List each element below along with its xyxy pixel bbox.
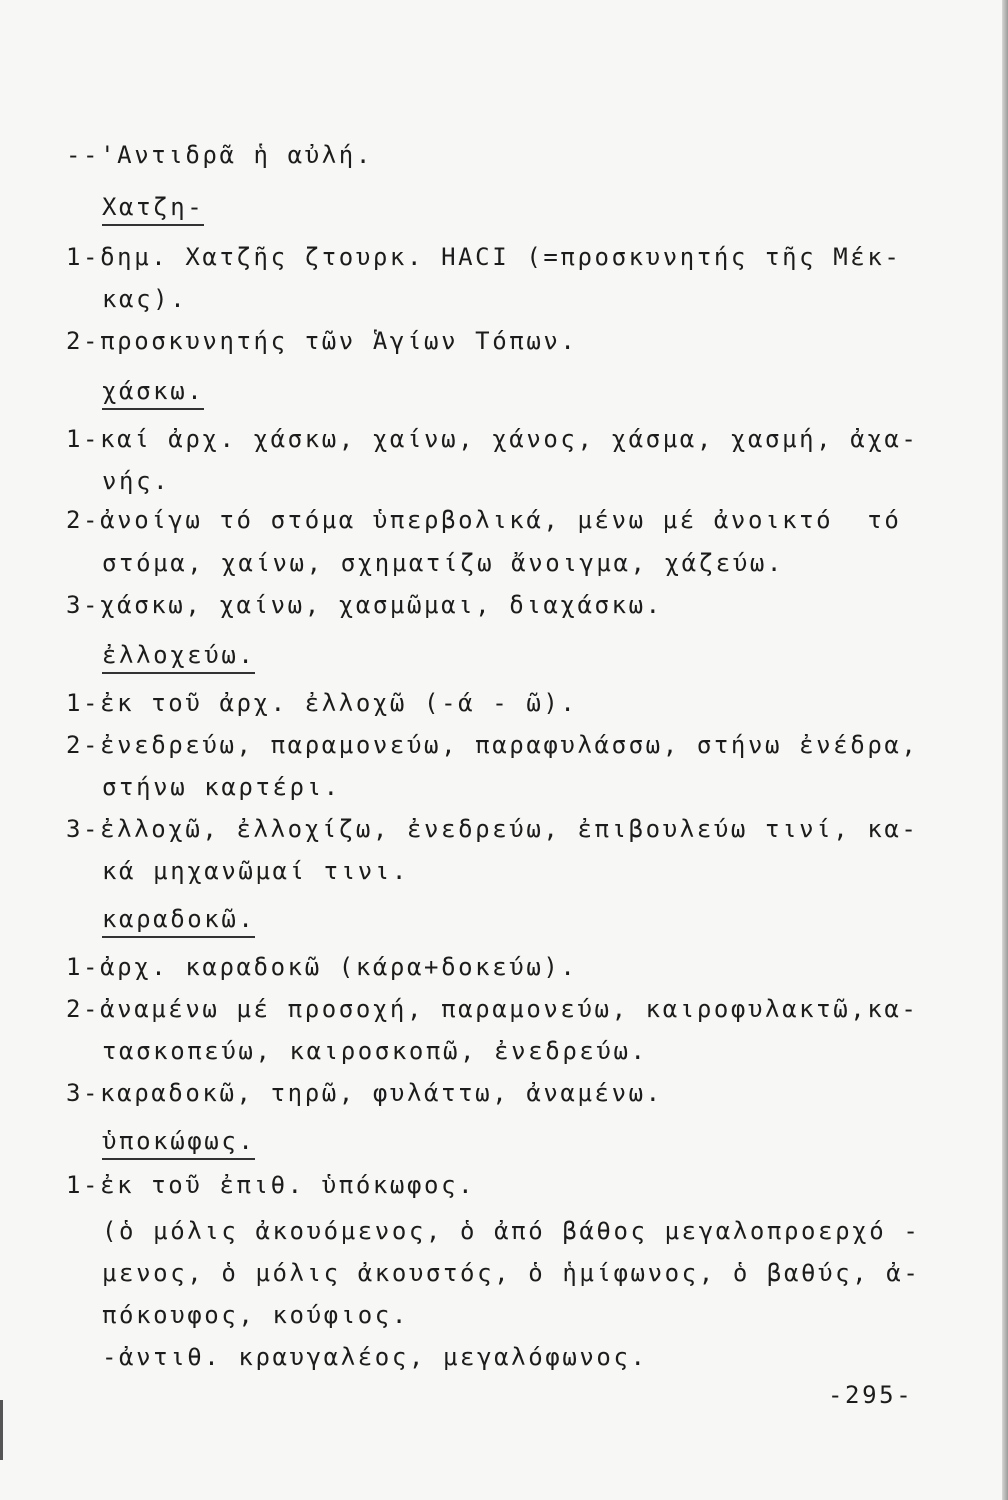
page-number: -295-	[828, 1381, 914, 1409]
entry-heading: χάσκω.	[102, 376, 204, 410]
text-line: 1-ἀρχ. καραδοκῶ (κάρα+δοκεύω).	[66, 953, 578, 981]
text-line: μενος, ὁ μόλις ἀκουστός, ὁ ἡμίφωνος, ὁ βαθύς, ἀ-	[102, 1259, 921, 1287]
text-line: 1-ἐκ τοῦ ἀρχ. ἐλλοχῶ (-ά - ῶ).	[66, 689, 578, 717]
text-line: νής.	[102, 467, 171, 495]
text-line: 3-χάσκω, χαίνω, χασμῶμαι, διαχάσκω.	[66, 591, 663, 619]
entry-heading: Χατζη-	[102, 192, 204, 226]
text-line: πόκουφος, κούφιος.	[102, 1301, 409, 1329]
text-line: 1-δημ. Χατζῆς ζτουρκ. HACI (=προσκυνητής τῆς Μέκ-	[66, 243, 902, 271]
text-line: 2-ἐνεδρεύω, παραμονεύω, παραφυλάσσω, στήνω ἐνέδρα,	[66, 731, 919, 759]
text-line: κας).	[102, 285, 188, 313]
binding-mark	[0, 1400, 3, 1460]
text-line: (ὁ μόλις ἀκουόμενος, ὁ ἀπό βάθος μεγαλοπροερχό -	[102, 1217, 921, 1245]
page-edge-shadow	[1002, 0, 1008, 1500]
text-line: 2-ἀναμένω μέ προσοχή, παραμονεύω, καιροφυλακτῶ,κα-	[66, 995, 919, 1023]
text-line: κά μηχανῶμαί τινι.	[102, 857, 409, 885]
text-line: 3-ἐλλοχῶ, ἐλλοχίζω, ἐνεδρεύω, ἐπιβουλεύω τινί, κα-	[66, 815, 919, 843]
text-line: --'Αντιδρᾶ ἡ αὐλή.	[66, 141, 373, 169]
text-line: τασκοπεύω, καιροσκοπῶ, ἐνεδρεύω.	[102, 1037, 648, 1065]
text-line: 2-ἀνοίγω τό στόμα ὑπερβολικά, μένω μέ ἀνοικτό τό	[66, 506, 902, 534]
entry-heading: ἐλλοχεύω.	[102, 640, 255, 674]
text-line: 1-ἐκ τοῦ ἐπιθ. ὑπόκωφος.	[66, 1171, 476, 1199]
entry-heading: καραδοκῶ.	[102, 904, 255, 938]
text-line: στήνω καρτέρι.	[102, 773, 341, 801]
text-line: 2-προσκυνητής τῶν Ἁγίων Τόπων.	[66, 327, 578, 355]
text-line: -ἀντιθ. κραυγαλέος, μεγαλόφωνος.	[102, 1343, 648, 1371]
text-line: στόμα, χαίνω, σχηματίζω ἄνοιγμα, χάζεύω.	[102, 549, 784, 577]
text-line: 3-καραδοκῶ, τηρῶ, φυλάττω, ἀναμένω.	[66, 1079, 663, 1107]
entry-heading: ὑποκώφως.	[102, 1126, 255, 1160]
text-line: 1-καί ἀρχ. χάσκω, χαίνω, χάνος, χάσμα, χασμή, ἀχα-	[66, 425, 919, 453]
